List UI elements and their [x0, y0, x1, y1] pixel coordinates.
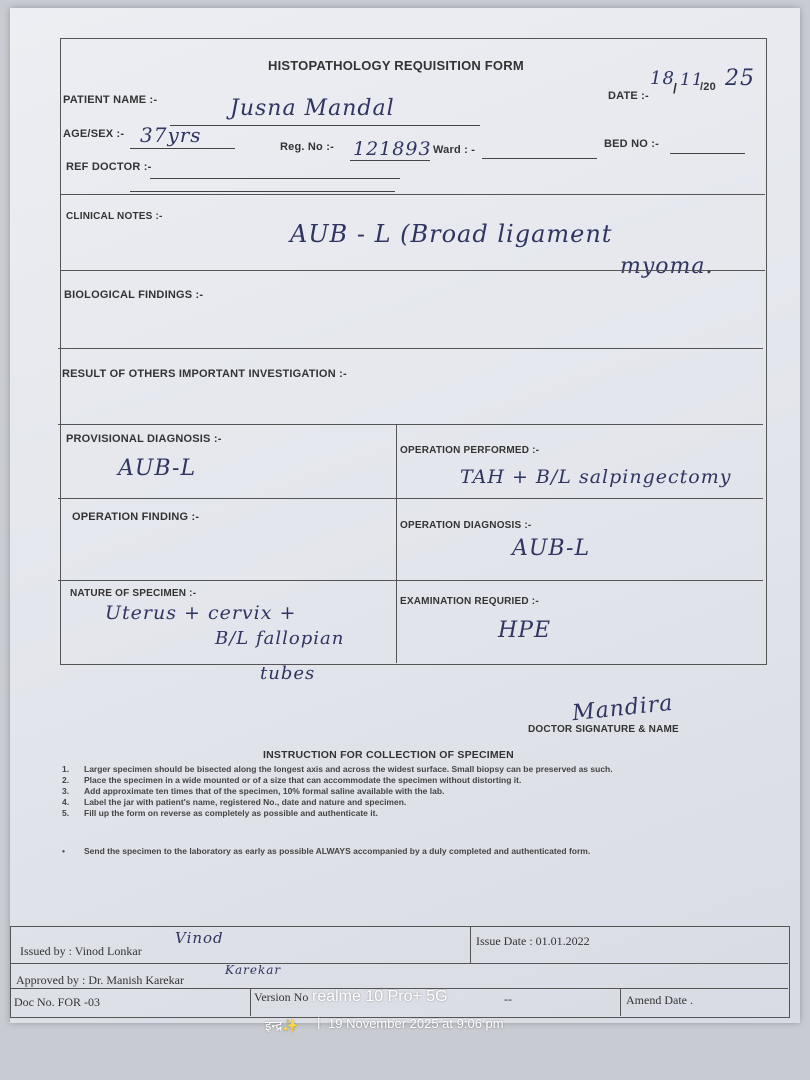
operation-performed-label: OPERATION PERFORMED :- [400, 445, 540, 456]
operation-performed-value: TAH + B/L salpingectomy [460, 466, 732, 488]
age-sex-label: AGE/SEX :- [63, 128, 125, 140]
instruction-item: 4. Label the jar with patient's name, registered No., date and nature and specimen. [62, 797, 407, 807]
patient-name-value: Jusna Mandal [230, 96, 395, 121]
ward-label: Ward : - [433, 144, 476, 156]
amend-date: Amend Date . [626, 993, 693, 1007]
bed-no-underline [670, 153, 745, 154]
requisition-form-sheet: HISTOPATHOLOGY REQUISITION FORM PATIENT NAME :- Jusna Mandal DATE :- 18 / 11 /20 25 AGE/SEX :- 37yrs Reg. No :- 121893 Ward : - BED NO :- REF DOCTOR :- CLINICAL NOTES :- AUB - L (Broad ligament myoma. BIOLOGICAL FINDINGS :- RESULT OF OTHERS IMPORTANT INVESTIGATION :- PROVISIONAL DIAGNOSIS :- AUB-L OPERATION PERFORMED :- TAH + B/L salpingectomy OPERATION FINDING :- OPERATION DIAGNOSIS :- AUB-L NATURE OF SPECIMEN :- Uterus + cervix + B/L fallopian tubes EXAMINATION REQURIED :- HPE Mandira DOCTOR SIGNATURE & NAME INSTRUCTION FOR COLLECTION OF SPECIMEN 1. Larger specimen should be bisected along the longest axis and across the widest surface. Small biopsy can be preserved as such. 2. Place the specimen in a wide mounted or of a size that can accommodate the specimen without distorting it. 3. Add approximate ten times that of the specimen, 10% formal saline available with the lab. 4. Label the jar with patient's name, registered No., date and nature and specimen. 5. Fill up the form on reverse as completely as possible and authenticate it. • Send the specimen to the laboratory as early as possible ALWAYS accompanied by a duly completed and authenticated form. Issued by : Vinod Lonkar Vinod Issue Date : 01.01.2022 Approved by : Dr. Manish Karekar Karekar Doc No. FOR -03 Version No -- Amend Date . [10, 8, 800, 1023]
doctor-signature: Mandira [570, 690, 675, 727]
approved-by: Approved by : Dr. Manish Karekar [16, 973, 184, 987]
ref-doctor-underline [150, 178, 400, 179]
instruction-item: 2. Place the specimen in a wide mounted or of a size that can accommodate the specimen without distorting it. [62, 775, 522, 785]
examination-required-label: EXAMINATION REQURIED :- [400, 596, 539, 607]
version-no: Version No [254, 990, 309, 1004]
footer-dash: -- [504, 992, 512, 1006]
examination-required-value: HPE [498, 618, 552, 643]
patient-name-underline [170, 125, 480, 126]
provisional-diagnosis-value: AUB-L [118, 456, 197, 481]
reg-no-label: Reg. No :- [280, 141, 334, 153]
approved-by-signature: Karekar [225, 963, 282, 977]
bed-no-label: BED NO :- [604, 138, 659, 150]
instruction-item: 1. Larger specimen should be bisected along the longest axis and across the widest surface. Small biopsy can be preserved as such. [62, 764, 613, 774]
biological-findings-label: BIOLOGICAL FINDINGS :- [64, 289, 204, 301]
operation-finding-label: OPERATION FINDING :- [72, 511, 200, 523]
camera-device-watermark: realme 10 Pro+ 5G [312, 988, 448, 1005]
issued-by: Issued by : Vinod Lonkar [20, 944, 142, 958]
reg-no-underline [350, 160, 430, 161]
clinical-notes-label: CLINICAL NOTES :- [66, 211, 163, 222]
nature-of-specimen-line1: Uterus + cervix + [105, 602, 297, 624]
instruction-bullet: • Send the specimen to the laboratory as early as possible ALWAYS accompanied by a duly completed and authenticated form. [62, 846, 591, 856]
ref-doctor-label: REF DOCTOR :- [66, 161, 152, 173]
nature-of-specimen-label: NATURE OF SPECIMEN :- [70, 588, 197, 599]
form-title: HISTOPATHOLOGY REQUISITION FORM [268, 58, 524, 73]
date-label: DATE :- [608, 90, 649, 102]
date-year-prefix: /20 [700, 81, 716, 93]
provisional-diagnosis-label: PROVISIONAL DIAGNOSIS :- [66, 433, 222, 445]
operation-diagnosis-value: AUB-L [512, 536, 591, 561]
watermark-separator: | [317, 1015, 321, 1030]
result-investigation-label: RESULT OF OTHERS IMPORTANT INVESTIGATION :- [62, 368, 347, 380]
camera-tag-watermark: इन्द्र✨ [265, 1018, 299, 1033]
date-year: 25 [725, 66, 755, 91]
clinical-notes-value-line1: AUB - L (Broad ligament [290, 220, 613, 248]
operation-diagnosis-label: OPERATION DIAGNOSIS :- [400, 520, 532, 531]
date-day: 18 [650, 68, 675, 89]
ward-underline [482, 158, 597, 159]
instruction-item: 3. Add approximate ten times that of the specimen, 10% formal saline available with the lab. [62, 786, 445, 796]
instructions-heading: INSTRUCTION FOR COLLECTION OF SPECIMEN [263, 749, 514, 761]
clinical-notes-value-line2: myoma. [620, 254, 714, 279]
doc-no: Doc No. FOR -03 [14, 995, 100, 1009]
age-sex-value: 37yrs [140, 123, 202, 147]
instructions-list [62, 764, 752, 819]
issue-date: Issue Date : 01.01.2022 [476, 934, 590, 948]
patient-name-label: PATIENT NAME :- [63, 94, 158, 106]
instruction-item: 5. Fill up the form on reverse as completely as possible and authenticate it. [62, 808, 378, 818]
age-sex-underline [130, 148, 235, 149]
camera-timestamp-watermark: 19 November 2025 at 9:06 pm [328, 1016, 504, 1031]
nature-of-specimen-line2: B/L fallopian [215, 628, 345, 649]
issued-by-signature: Vinod [175, 929, 224, 947]
date-month: 11 [680, 70, 704, 90]
doctor-signature-label: DOCTOR SIGNATURE & NAME [528, 724, 679, 735]
nature-of-specimen-line3: tubes [260, 663, 316, 684]
reg-no-value: 121893 [353, 138, 432, 160]
